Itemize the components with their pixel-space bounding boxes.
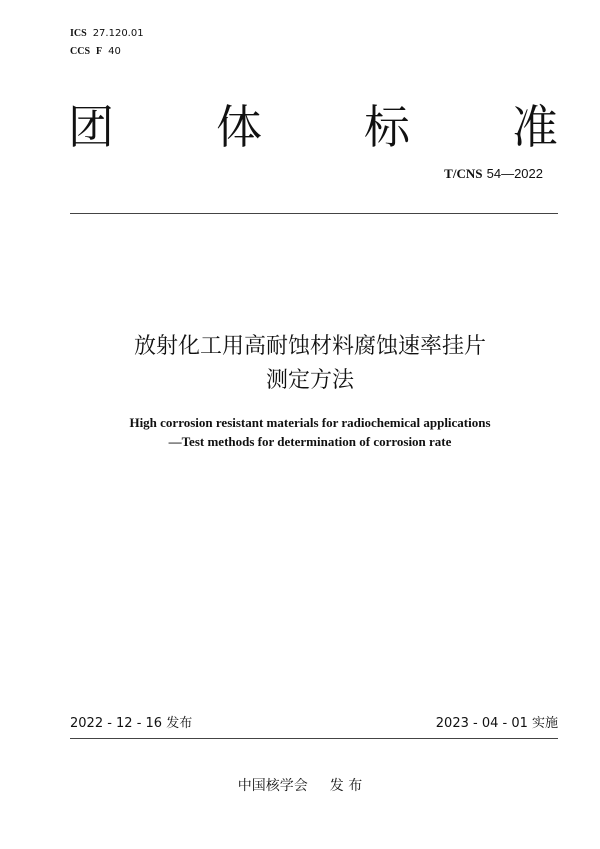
main-title-char: 准 xyxy=(512,100,558,154)
main-title-char: 标 xyxy=(364,100,410,154)
header-divider xyxy=(70,213,558,214)
english-title-line1: High corrosion resistant materials for radiochemical applications xyxy=(129,415,491,430)
implementation-date: 2023 - 04 - 01 实施 xyxy=(435,716,558,731)
main-title-char: 体 xyxy=(216,100,262,154)
english-title xyxy=(40,413,580,451)
publisher-name: 中国核学会 xyxy=(237,778,308,794)
ccs-code xyxy=(70,46,121,58)
ics-code xyxy=(70,28,144,40)
publisher-action: 发 布 xyxy=(329,778,363,794)
publisher-line xyxy=(0,777,600,795)
ccs-sub-label: F xyxy=(96,46,103,57)
chinese-title-line2: 测定方法 xyxy=(265,368,354,393)
main-title-char: 团 xyxy=(68,100,114,154)
ics-value: 27.120.01 xyxy=(92,28,144,39)
issue-date: 2022 - 12 - 16 发布 xyxy=(70,716,193,731)
chinese-title xyxy=(40,330,580,398)
main-title xyxy=(68,96,558,158)
standard-number-value: 54—2022 xyxy=(486,166,543,181)
chinese-title-line1: 放射化工用高耐蚀材料腐蚀速率挂片 xyxy=(133,334,486,359)
english-title-line2: —Test methods for determination of corrosion rate xyxy=(168,434,452,449)
ccs-value: 40 xyxy=(108,46,121,57)
ccs-label: CCS xyxy=(70,46,91,57)
standard-number-prefix: T/CNS xyxy=(444,166,483,181)
ics-label: ICS xyxy=(70,28,87,39)
footer-divider xyxy=(70,738,558,739)
standard-number xyxy=(444,166,543,183)
